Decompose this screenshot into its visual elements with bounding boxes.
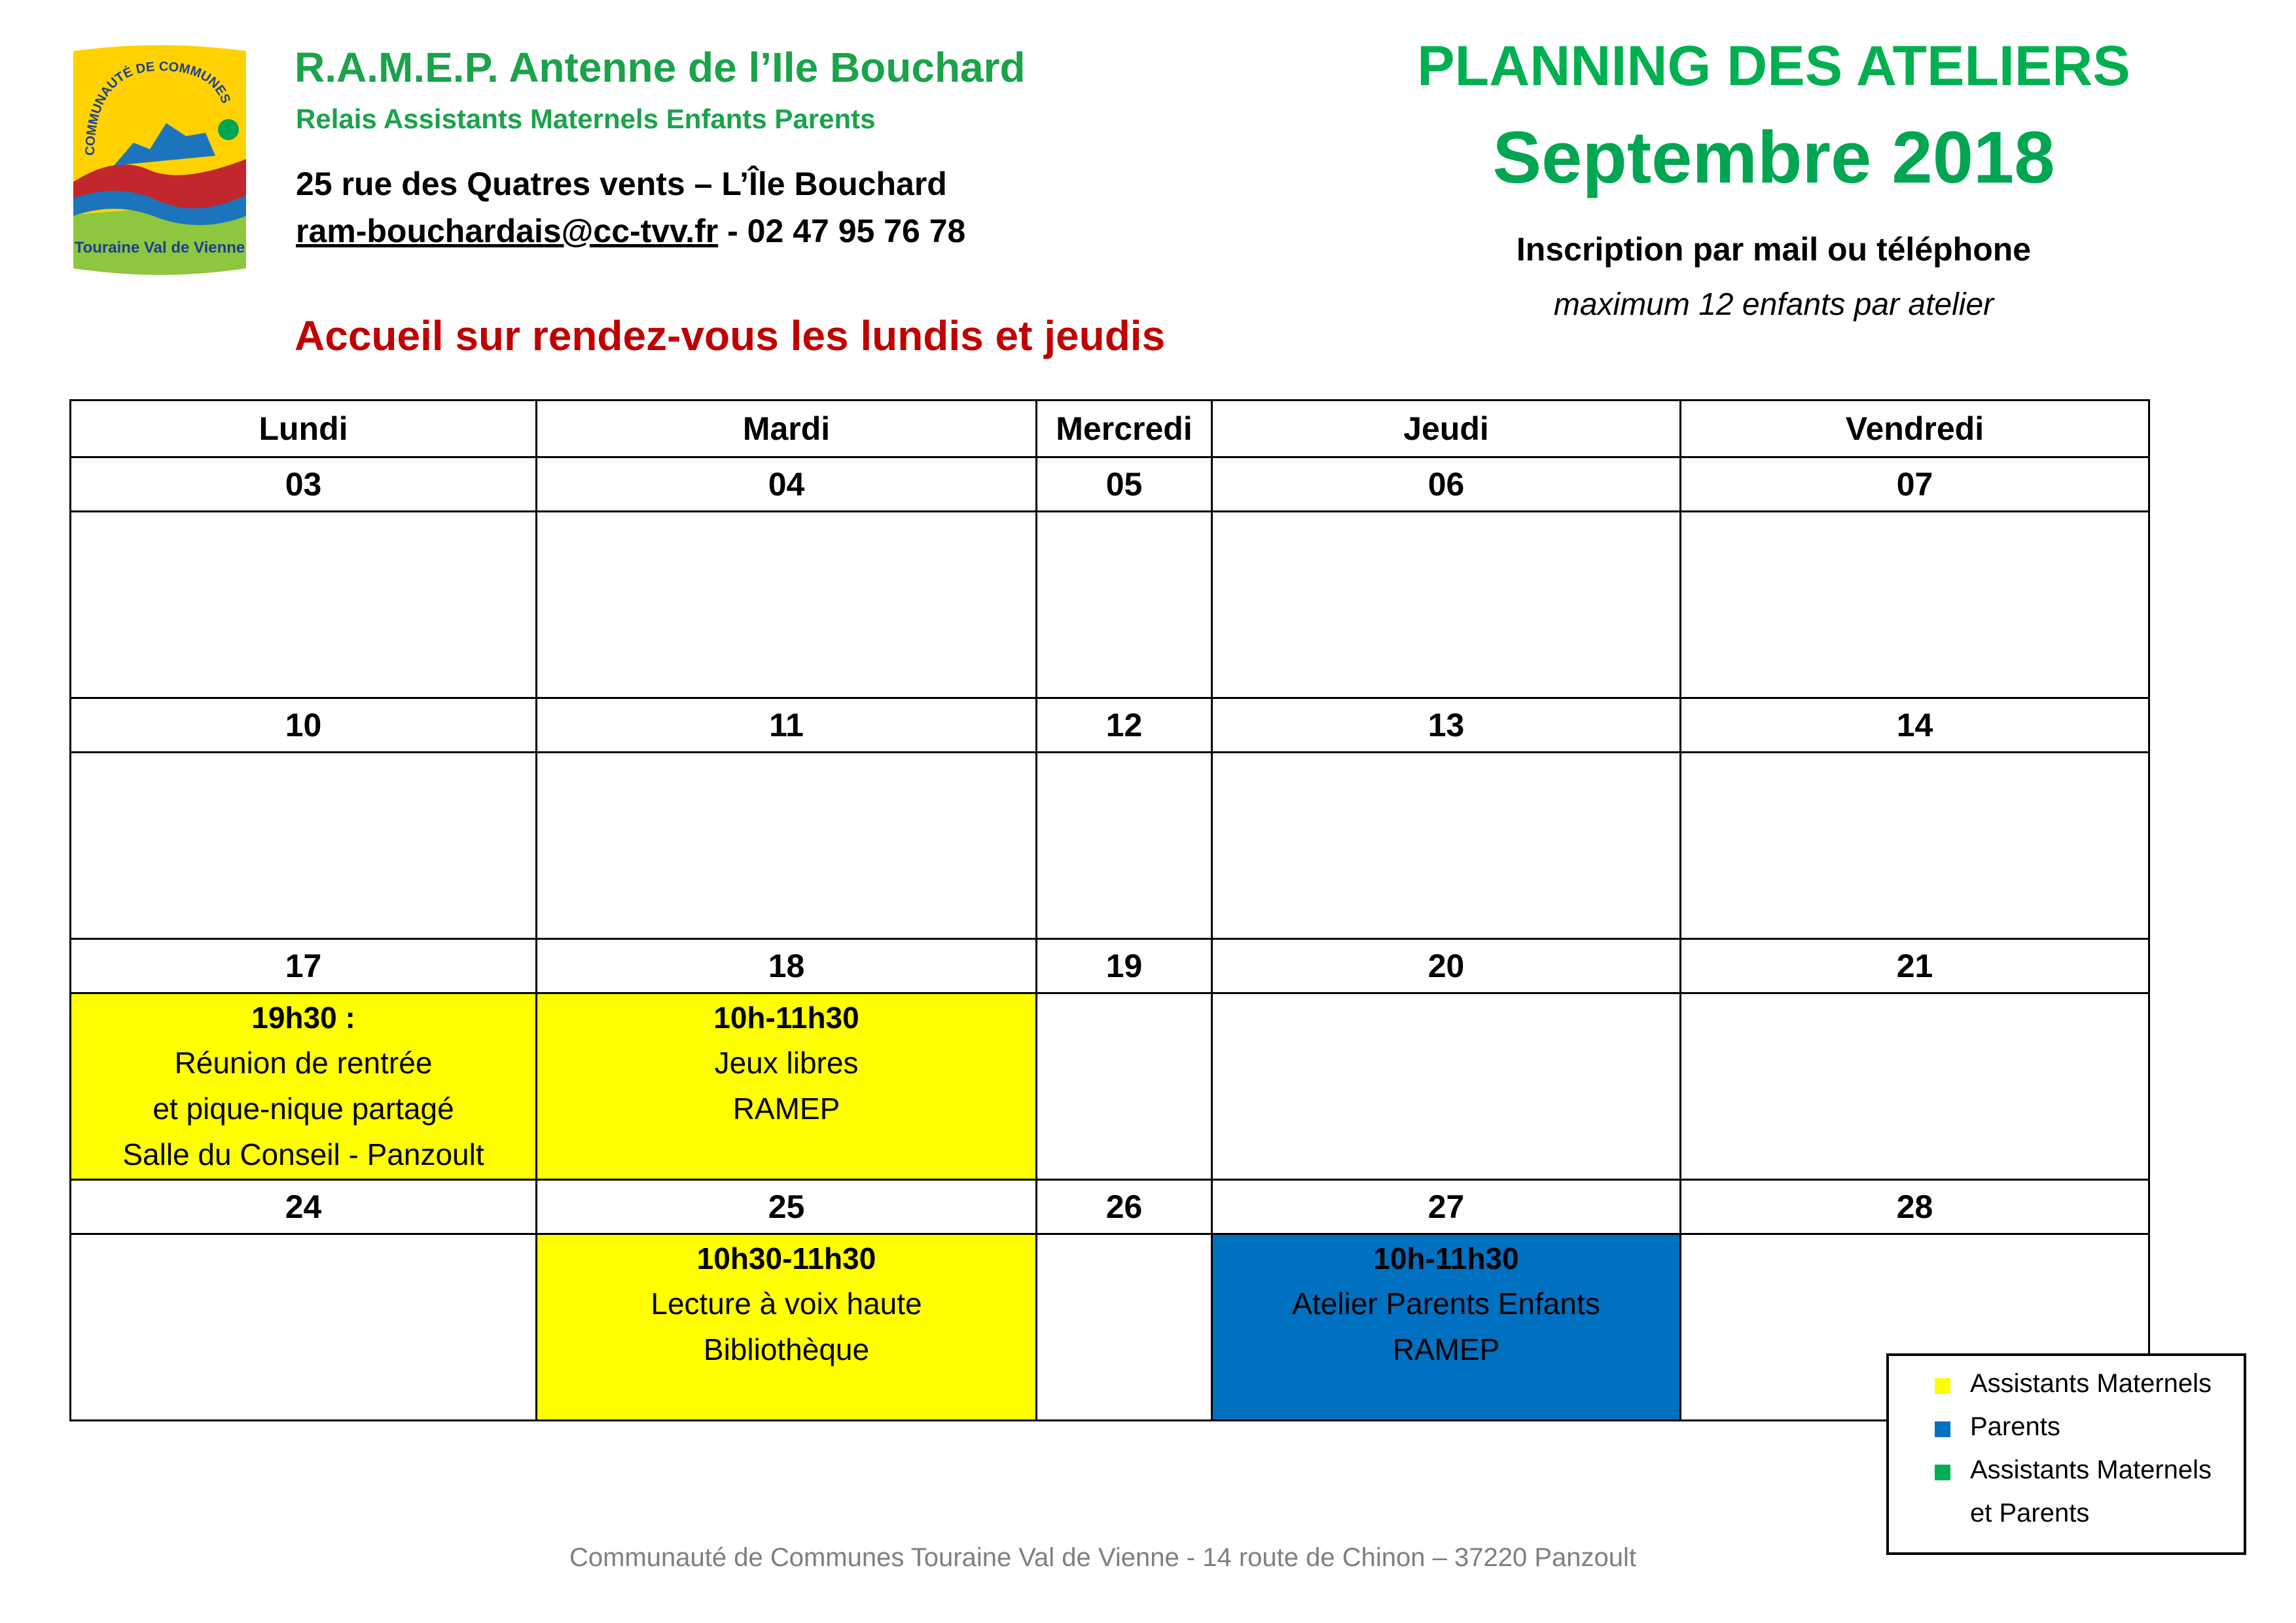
org-title: R.A.M.E.P. Antenne de l’Ile Bouchard <box>295 44 1026 91</box>
date-cell: 10 <box>71 698 537 753</box>
date-cell: 28 <box>1681 1180 2149 1234</box>
day-header-row <box>71 401 2149 457</box>
maximum-note: maximum 12 enfants par atelier <box>1553 287 1994 322</box>
community-logo-graphic <box>68 45 251 275</box>
date-cell: 07 <box>1681 457 2149 512</box>
legend-swatch-green <box>1935 1465 1950 1480</box>
event-detail: Réunion de rentrée <box>174 1046 433 1080</box>
inscription-note: Inscription par mail ou téléphone <box>1516 231 2032 268</box>
date-cell: 25 <box>537 1180 1037 1234</box>
day-header: Mercredi <box>1037 401 1212 457</box>
day-header: Mardi <box>537 401 1037 457</box>
date-cell: 17 <box>71 939 537 993</box>
planning-month: Septembre 2018 <box>1492 116 2055 198</box>
date-cell: 06 <box>1212 457 1681 512</box>
date-cell: 24 <box>71 1180 537 1234</box>
event-detail: Bibliothèque <box>703 1332 870 1366</box>
empty-cell <box>1681 993 2149 1180</box>
event-time: 10h-11h30 <box>1373 1241 1519 1275</box>
date-row <box>71 1180 2149 1234</box>
event-cell <box>537 993 1037 1180</box>
address: 25 rue des Quatres vents – L’Île Bouchard <box>296 166 947 202</box>
date-cell: 14 <box>1681 698 2149 753</box>
date-cell: 13 <box>1212 698 1681 753</box>
org-subtitle: Relais Assistants Maternels Enfants Parents <box>296 103 876 134</box>
event-detail: RAMEP <box>732 1092 840 1126</box>
empty-cell <box>71 1234 537 1421</box>
event-row <box>71 993 2149 1180</box>
empty-cell <box>1037 993 1212 1180</box>
event-row <box>71 512 2149 698</box>
event-cell <box>1212 1234 1681 1421</box>
event-detail: Atelier Parents Enfants <box>1292 1287 1600 1321</box>
empty-cell <box>71 512 537 698</box>
day-header: Lundi <box>71 401 537 457</box>
empty-cell <box>1037 753 1212 939</box>
welcome-notice: Accueil sur rendez-vous les lundis et jeudis <box>295 312 1166 359</box>
date-row <box>71 457 2149 512</box>
logo <box>68 45 251 275</box>
event-cell <box>537 1234 1037 1421</box>
event-time: 19h30 : <box>251 1001 355 1035</box>
planning-title: PLANNING DES ATELIERS <box>1417 35 2130 98</box>
empty-cell <box>1681 512 2149 698</box>
date-cell: 05 <box>1037 457 1212 512</box>
event-cell <box>71 993 537 1180</box>
email-link[interactable]: ram-bouchardais@cc-tvv.fr <box>296 213 719 249</box>
event-time: 10h30-11h30 <box>696 1241 876 1275</box>
date-cell: 04 <box>537 457 1037 512</box>
empty-cell <box>537 753 1037 939</box>
event-row <box>71 1234 2149 1421</box>
date-row <box>71 939 2149 993</box>
empty-cell <box>1037 1234 1212 1421</box>
logo-bottom-text: Touraine Val de Vienne <box>74 239 245 257</box>
date-cell: 27 <box>1212 1180 1681 1234</box>
empty-cell <box>71 753 537 939</box>
legend-label-both: Assistants Maternels <box>1970 1455 2212 1484</box>
logo-arc-text: COMMUNAUTÉ DE COMMUNES <box>82 59 234 156</box>
legend-swatch-blue <box>1935 1421 1950 1437</box>
event-detail: Salle du Conseil - Panzoult <box>122 1137 484 1171</box>
empty-cell <box>1037 512 1212 698</box>
date-cell: 03 <box>71 457 537 512</box>
empty-cell <box>1212 993 1681 1180</box>
event-detail: et pique-nique partagé <box>152 1092 454 1126</box>
date-cell: 12 <box>1037 698 1212 753</box>
empty-cell <box>1212 753 1681 939</box>
legend <box>1886 1353 2246 1555</box>
event-row <box>71 753 2149 939</box>
empty-cell <box>1212 512 1681 698</box>
date-cell: 11 <box>537 698 1037 753</box>
event-detail: RAMEP <box>1392 1332 1500 1366</box>
event-time: 10h-11h30 <box>713 1001 859 1035</box>
legend-label-both-line2: et Parents <box>1970 1499 2090 1527</box>
footer: Communauté de Communes Touraine Val de Vienne - 14 route de Chinon – 37220 Panzoult <box>569 1543 1636 1572</box>
date-cell: 26 <box>1037 1180 1212 1234</box>
legend-label-parents: Parents <box>1970 1412 2060 1441</box>
empty-cell <box>537 512 1037 698</box>
calendar-table <box>69 399 2150 1421</box>
date-cell: 18 <box>537 939 1037 993</box>
event-detail: Lecture à voix haute <box>651 1287 922 1321</box>
legend-label-assistants: Assistants Maternels <box>1970 1369 2212 1398</box>
day-header: Jeudi <box>1212 401 1681 457</box>
date-cell: 19 <box>1037 939 1212 993</box>
date-cell: 20 <box>1212 939 1681 993</box>
date-cell: 21 <box>1681 939 2149 993</box>
calendar-body <box>71 457 2149 1421</box>
legend-swatch-yellow <box>1935 1378 1950 1394</box>
event-detail: Jeux libres <box>714 1046 859 1080</box>
day-header: Vendredi <box>1681 401 2149 457</box>
empty-cell <box>1681 753 2149 939</box>
date-row <box>71 698 2149 753</box>
phone-number: - 02 47 95 76 78 <box>718 213 966 249</box>
contact-line <box>296 212 965 250</box>
